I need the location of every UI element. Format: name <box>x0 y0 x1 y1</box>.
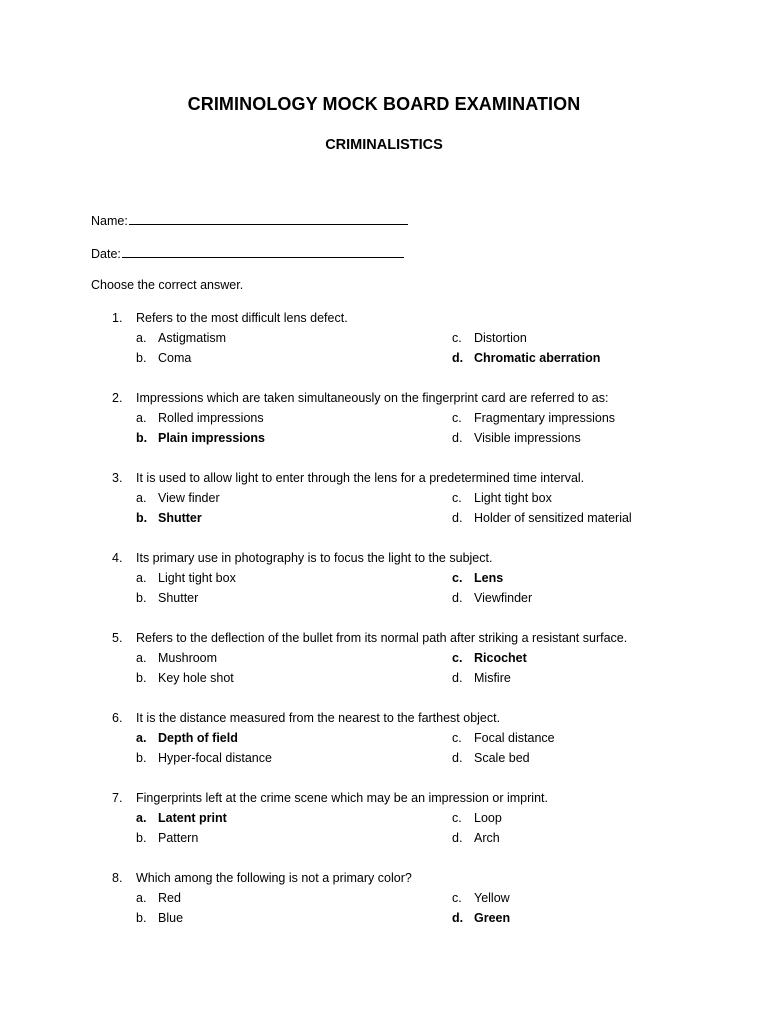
question-text: Its primary use in photography is to focus the light to the subject. <box>136 551 493 565</box>
option-text: Viewfinder <box>474 591 533 605</box>
option-text: Rolled impressions <box>158 411 264 425</box>
option-text: Shutter <box>158 511 202 525</box>
option-text: Blue <box>158 911 184 925</box>
page-subtitle: CRIMINALISTICS <box>325 137 443 153</box>
question-text: It is the distance measured from the nearest to the farthest object. <box>136 711 501 725</box>
option-text: Fragmentary impressions <box>474 411 616 425</box>
name-blank-line[interactable] <box>129 212 408 225</box>
question-number: 4. <box>112 551 123 565</box>
option-letter: c. <box>452 811 462 825</box>
name-field[interactable] <box>91 212 408 228</box>
question-number: 8. <box>112 871 123 885</box>
option-letter: b. <box>136 591 147 605</box>
option-text: Green <box>474 911 511 925</box>
option-text: View finder <box>158 491 220 505</box>
option-text: Red <box>158 891 181 905</box>
question-number: 3. <box>112 471 123 485</box>
option-text: Focal distance <box>474 731 555 745</box>
option-letter: c. <box>452 331 462 345</box>
option-letter: a. <box>136 891 147 905</box>
option-text: Arch <box>474 831 500 845</box>
date-blank-line[interactable] <box>122 245 404 258</box>
option-text: Holder of sensitized material <box>474 511 632 525</box>
option-letter: b. <box>136 831 147 845</box>
option-letter: a. <box>136 651 147 665</box>
option-letter: b. <box>136 431 148 445</box>
option-letter: c. <box>452 491 462 505</box>
option-letter: c. <box>452 651 463 665</box>
question-text: Fingerprints left at the crime scene which may be an impression or imprint. <box>136 791 548 805</box>
option-letter: b. <box>136 751 147 765</box>
option-letter: c. <box>452 731 462 745</box>
name-label: Name: <box>91 214 128 228</box>
option-letter: a. <box>136 411 147 425</box>
option-letter: d. <box>452 591 463 605</box>
option-text: Distortion <box>474 331 527 345</box>
question-text: Which among the following is not a primary color? <box>136 871 412 885</box>
option-text: Chromatic aberration <box>474 351 601 365</box>
option-text: Scale bed <box>474 751 530 765</box>
option-text: Shutter <box>158 591 199 605</box>
question-number: 1. <box>112 311 123 325</box>
question-number: 7. <box>112 791 123 805</box>
question-number: 6. <box>112 711 123 725</box>
option-text: Loop <box>474 811 502 825</box>
option-text: Plain impressions <box>158 431 265 445</box>
instructions: Choose the correct answer. <box>91 278 244 292</box>
question-number: 5. <box>112 631 123 645</box>
option-letter: d. <box>452 831 463 845</box>
question-text: Impressions which are taken simultaneously on the fingerprint card are referred to as: <box>136 391 609 405</box>
option-text: Light tight box <box>474 491 552 505</box>
option-text: Ricochet <box>474 651 527 665</box>
option-letter: a. <box>136 731 147 745</box>
option-letter: d. <box>452 911 464 925</box>
option-text: Coma <box>158 351 192 365</box>
option-text: Mushroom <box>158 651 218 665</box>
option-letter: b. <box>136 671 147 685</box>
option-letter: d. <box>452 671 463 685</box>
option-letter: a. <box>136 331 147 345</box>
option-text: Pattern <box>158 831 199 845</box>
option-letter: b. <box>136 351 147 365</box>
question-text: It is used to allow light to enter through the lens for a predetermined time interval. <box>136 471 585 485</box>
option-text: Depth of field <box>158 731 238 745</box>
option-letter: a. <box>136 571 147 585</box>
option-text: Astigmatism <box>158 331 227 345</box>
option-letter: c. <box>452 891 462 905</box>
question-number: 2. <box>112 391 123 405</box>
option-letter: d. <box>452 511 463 525</box>
date-field[interactable] <box>91 245 404 261</box>
option-letter: a. <box>136 491 147 505</box>
option-text: Latent print <box>158 811 227 825</box>
date-label: Date: <box>91 247 121 261</box>
option-text: Yellow <box>474 891 510 905</box>
option-text: Misfire <box>474 671 511 685</box>
option-letter: a. <box>136 811 147 825</box>
option-text: Key hole shot <box>158 671 234 685</box>
question-text: Refers to the most difficult lens defect. <box>136 311 348 325</box>
option-letter: d. <box>452 751 463 765</box>
option-letter: b. <box>136 911 147 925</box>
option-text: Hyper-focal distance <box>158 751 272 765</box>
option-letter: d. <box>452 351 464 365</box>
option-letter: b. <box>136 511 148 525</box>
option-text: Visible impressions <box>474 431 581 445</box>
option-letter: c. <box>452 411 462 425</box>
option-text: Lens <box>474 571 504 585</box>
page-title: CRIMINOLOGY MOCK BOARD EXAMINATION <box>187 94 581 114</box>
option-letter: d. <box>452 431 463 445</box>
question-text: Refers to the deflection of the bullet from its normal path after striking a resistant surface. <box>136 631 628 645</box>
option-text: Light tight box <box>158 571 236 585</box>
option-letter: c. <box>452 571 463 585</box>
